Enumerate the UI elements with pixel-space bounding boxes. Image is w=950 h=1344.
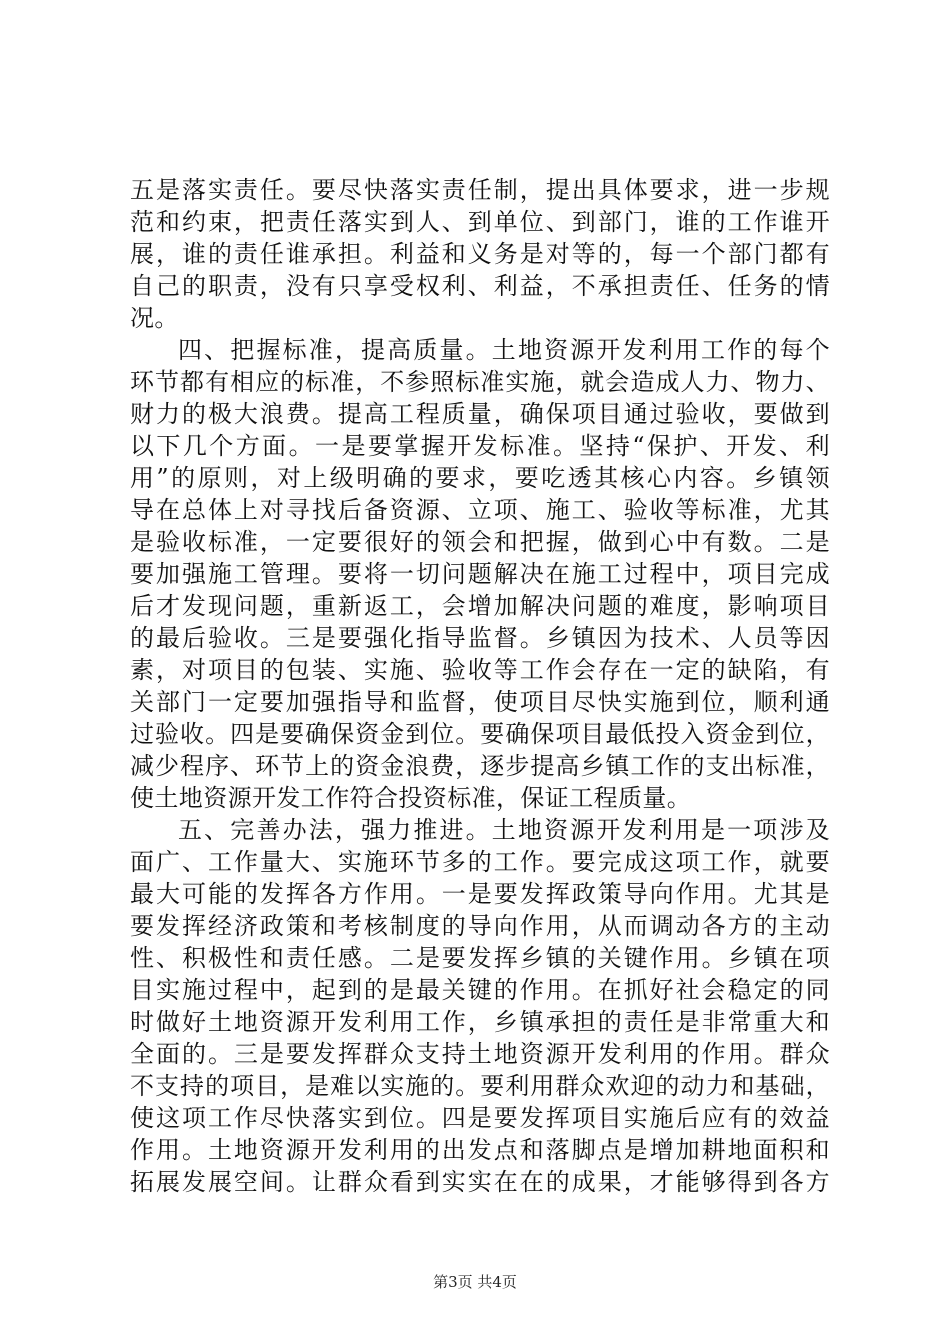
text-line: 不支持的项目，是难以实施的。要利用群众欢迎的动力和基础， (130, 1072, 830, 1100)
text-line: 展，谁的责任谁承担。利益和义务是对等的，每一个部门都有 (130, 240, 830, 268)
text-line: 使土地资源开发工作符合投资标准，保证工程质量。 (130, 784, 692, 812)
text-line: 使这项工作尽快落实到位。四是要发挥项目实施后应有的效益 (130, 1104, 830, 1132)
text-line: 五是落实责任。要尽快落实责任制，提出具体要求，进一步规 (130, 176, 830, 204)
text-line: 导在总体上对寻找后备资源、立项、施工、验收等标准，尤其 (130, 496, 830, 524)
page-number-footer: 第3页 共4页 (433, 1273, 517, 1291)
text-line: 环节都有相应的标准，不参照标准实施，就会造成人力、物力、 (130, 368, 830, 396)
text-line: 范和约束，把责任落实到人、到单位、到部门，谁的工作谁开 (130, 208, 830, 236)
text-line: 以下几个方面。一是要掌握开发标准。坚持“保护、开发、利 (130, 432, 830, 460)
text-line: 减少程序、环节上的资金浪费，逐步提高乡镇工作的支出标准， (130, 752, 830, 780)
text-line: 要发挥经济政策和考核制度的导向作用，从而调动各方的主动 (130, 912, 830, 940)
text-line: 全面的。三是要发挥群众支持土地资源开发利用的作用。群众 (130, 1040, 830, 1068)
paragraph-start-line: 四、把握标准，提高质量。土地资源开发利用工作的每个 (178, 336, 830, 364)
text-line: 自己的职责，没有只享受权利、利益，不承担责任、任务的情 (130, 272, 830, 300)
text-line: 用”的原则，对上级明确的要求，要吃透其核心内容。乡镇领 (130, 464, 830, 492)
text-line: 财力的极大浪费。提高工程质量，确保项目通过验收，要做到 (130, 400, 830, 428)
paragraph-start-line: 五、完善办法，强力推进。土地资源开发利用是一项涉及 (178, 816, 830, 844)
text-line: 要加强施工管理。要将一切问题解决在施工过程中，项目完成 (130, 560, 830, 588)
text-line: 目实施过程中，起到的是最关键的作用。在抓好社会稳定的同 (130, 976, 830, 1004)
text-line: 况。 (130, 304, 179, 332)
text-line: 拓展发展空间。让群众看到实实在在的成果，才能够得到各方 (130, 1168, 830, 1196)
text-line: 过验收。四是要确保资金到位。要确保项目最低投入资金到位， (130, 720, 830, 748)
text-line: 最大可能的发挥各方作用。一是要发挥政策导向作用。尤其是 (130, 880, 830, 908)
text-line: 关部门一定要加强指导和监督，使项目尽快实施到位，顺利通 (130, 688, 830, 716)
text-line: 素，对项目的包装、实施、验收等工作会存在一定的缺陷，有 (130, 656, 830, 684)
text-line: 后才发现问题，重新返工，会增加解决问题的难度，影响项目 (130, 592, 830, 620)
text-line: 是验收标准，一定要很好的领会和把握，做到心中有数。二是 (130, 528, 830, 556)
text-line: 性、积极性和责任感。二是要发挥乡镇的关键作用。乡镇在项 (130, 944, 830, 972)
text-line: 面广、工作量大、实施环节多的工作。要完成这项工作，就要 (130, 848, 830, 876)
text-line: 作用。土地资源开发利用的出发点和落脚点是增加耕地面积和 (130, 1136, 830, 1164)
text-line: 的最后验收。三是要强化指导监督。乡镇因为技术、人员等因 (130, 624, 830, 652)
document-body (130, 174, 830, 1198)
text-line: 时做好土地资源开发利用工作，乡镇承担的责任是非常重大和 (130, 1008, 830, 1036)
